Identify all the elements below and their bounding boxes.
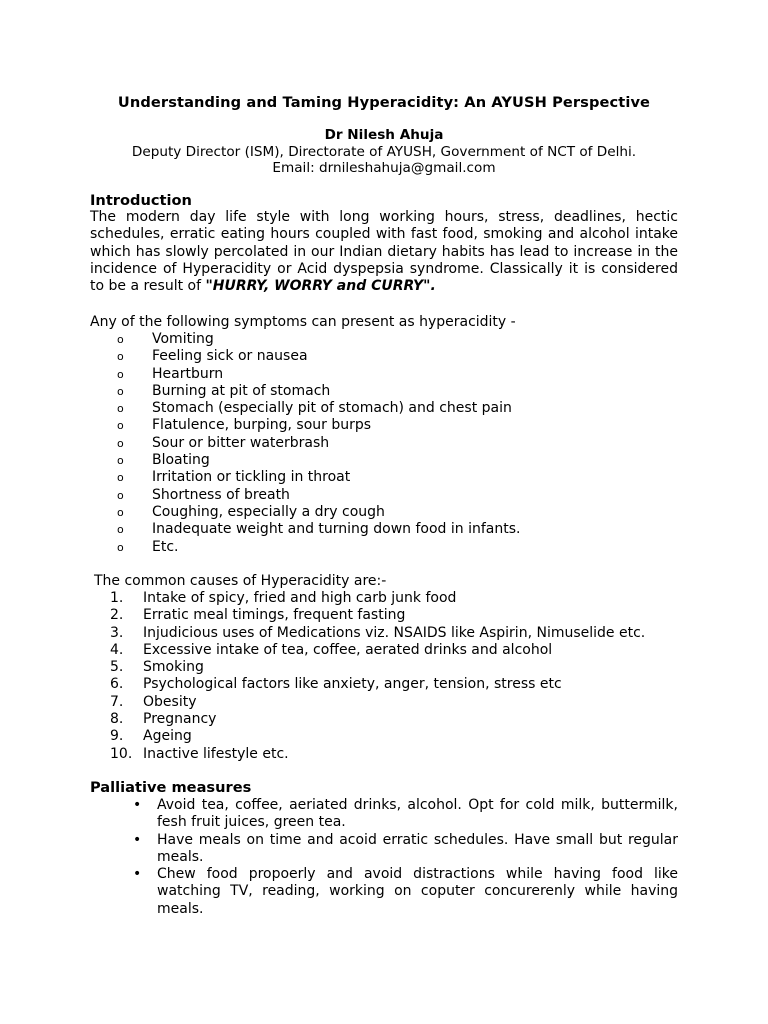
cause-item	[90, 728, 678, 745]
symptom-item	[90, 383, 678, 400]
symptom-item	[90, 417, 678, 434]
palliative-text: Chew food propoerly and avoid distractions while having food like watching TV, reading, working on coputer concurerenly while having meals.	[157, 866, 678, 917]
document-title: Understanding and Taming Hyperacidity: An AYUSH Perspective	[117, 94, 651, 111]
list-bullet: o	[117, 436, 124, 450]
symptom-text: Sour or bitter waterbrash	[152, 434, 330, 451]
list-bullet: o	[117, 454, 124, 468]
cause-item	[90, 642, 678, 659]
symptom-text: Vomiting	[152, 331, 214, 347]
cause-item	[90, 711, 678, 728]
palliative-text: Avoid tea, coffee, aeriated drinks, alcohol. Opt for cold milk, buttermilk, fesh fruit juices, green tea.	[157, 797, 678, 831]
introduction-emphasis: "HURRY, WORRY and CURRY".	[205, 278, 436, 295]
symptom-item	[90, 504, 678, 521]
introduction-paragraph	[90, 209, 678, 295]
symptom-text: Stomach (especially pit of stomach) and chest pain	[152, 400, 512, 417]
author-name: Dr Nilesh Ahuja	[324, 127, 444, 143]
symptom-item	[90, 487, 678, 504]
cause-number: 7.	[110, 693, 124, 710]
cause-text: Pregnancy	[143, 711, 217, 728]
cause-number: 8.	[110, 711, 124, 728]
list-bullet: o	[117, 367, 124, 381]
cause-text: Smoking	[143, 659, 204, 676]
list-bullet: o	[117, 333, 124, 346]
symptom-text: Irritation or tickling in throat	[152, 469, 351, 486]
list-bullet: •	[133, 797, 142, 813]
cause-number: 6.	[110, 676, 124, 693]
symptom-item	[90, 452, 678, 469]
list-bullet: •	[133, 866, 142, 883]
symptom-text: Feeling sick or nausea	[152, 348, 308, 365]
symptom-item	[90, 469, 678, 486]
palliative-item	[90, 866, 678, 918]
list-bullet: o	[117, 523, 124, 537]
palliative-item	[90, 832, 678, 867]
list-bullet: o	[117, 505, 124, 519]
symptoms-list	[90, 331, 678, 556]
cause-item	[90, 659, 678, 676]
cause-number: 3.	[110, 624, 124, 641]
list-bullet: •	[133, 831, 142, 848]
symptom-text: Inadequate weight and turning down food in infants.	[152, 521, 521, 538]
cause-number: 10.	[110, 745, 133, 762]
causes-list	[90, 590, 678, 763]
cause-text: Injudicious uses of Medications viz. NSAIDS like Aspirin, Nimuselide etc.	[143, 624, 646, 641]
cause-text: Excessive intake of tea, coffee, aerated drinks and alcohol	[143, 641, 553, 658]
cause-item	[90, 590, 678, 607]
list-bullet: o	[117, 540, 124, 554]
cause-text: Obesity	[143, 693, 197, 710]
cause-item	[90, 607, 678, 624]
list-bullet: o	[117, 488, 124, 502]
symptom-item	[90, 435, 678, 452]
list-bullet: o	[117, 419, 124, 433]
symptom-text: Etc.	[152, 538, 179, 555]
list-bullet: o	[117, 350, 124, 364]
symptom-text: Heartburn	[152, 365, 224, 382]
symptom-item	[90, 400, 678, 417]
palliative-text: Have meals on time and acoid erratic schedules. Have small but regular meals.	[157, 831, 678, 865]
cause-text: Intake of spicy, fried and high carb junk food	[143, 590, 457, 606]
cause-number: 9.	[110, 728, 124, 745]
palliative-heading: Palliative measures	[90, 779, 252, 796]
symptom-item	[90, 348, 678, 365]
list-bullet: o	[117, 402, 124, 416]
cause-item	[90, 746, 678, 763]
symptom-item	[90, 366, 678, 383]
cause-item	[90, 676, 678, 693]
symptoms-lead: Any of the following symptoms can present as hyperacidity -	[90, 314, 516, 330]
cause-number: 4.	[110, 641, 124, 658]
introduction-text: The modern day life style with long working hours, stress, deadlines, hectic schedules, erratic eating hours coupled with fast food, smoking and alcohol intake which has slowly percolated in our Indian dietary habits has lead to increase in the incidence of Hyperacidity or Acid dyspepsia syndrome. Classically it is considered to be a result of	[90, 209, 678, 295]
cause-item	[90, 625, 678, 642]
cause-number: 1.	[110, 590, 124, 606]
symptom-text: Burning at pit of stomach	[152, 382, 331, 399]
causes-lead: The common causes of Hyperacidity are:-	[94, 573, 387, 589]
author-email: Email: drnileshahuja@gmail.com	[272, 160, 496, 176]
introduction-heading: Introduction	[90, 192, 192, 209]
symptom-text: Flatulence, burping, sour burps	[152, 417, 372, 434]
symptom-text: Coughing, especially a dry cough	[152, 503, 385, 520]
symptom-text: Bloating	[152, 452, 210, 469]
symptom-item	[90, 521, 678, 538]
cause-text: Inactive lifestyle etc.	[143, 745, 289, 762]
cause-number: 2.	[110, 607, 124, 624]
palliative-item	[90, 797, 678, 832]
list-bullet: o	[117, 384, 124, 398]
symptom-item	[90, 539, 678, 556]
symptom-item	[90, 331, 678, 348]
list-bullet: o	[117, 471, 124, 485]
cause-number: 5.	[110, 659, 124, 676]
cause-text: Erratic meal timings, frequent fasting	[143, 607, 406, 624]
palliative-list	[90, 797, 678, 918]
author-affiliation: Deputy Director (ISM), Directorate of AYUSH, Government of NCT of Delhi.	[131, 144, 637, 160]
cause-text: Psychological factors like anxiety, anger, tension, stress etc	[143, 676, 562, 693]
cause-item	[90, 694, 678, 711]
symptom-text: Shortness of breath	[152, 486, 290, 503]
cause-text: Ageing	[143, 728, 192, 745]
